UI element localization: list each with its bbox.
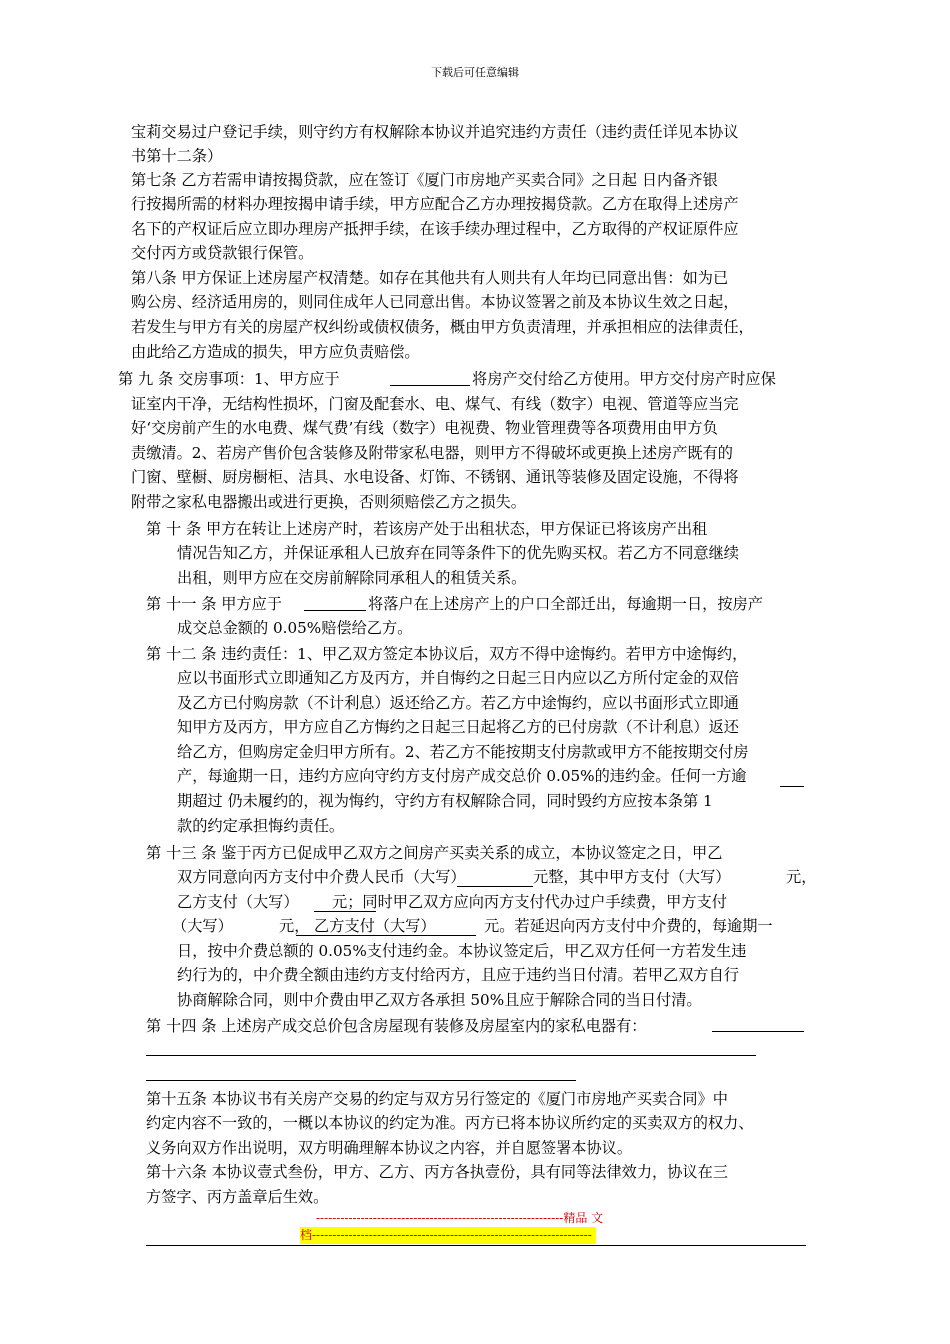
- text-line: （大写）: [172, 917, 233, 935]
- text-line: 购公房、经济适用房的，则同住成年人已同意出售。本协议签署之前及本协议生效之日起，: [131, 293, 739, 311]
- text-line: 由此给乙方造成的损失，甲方应负责赔偿。: [131, 343, 420, 361]
- blank-underline: [304, 592, 366, 611]
- text-line: 行按揭所需的材料办理按揭申请手续，甲方应配合乙方办理按揭贷款。乙方在取得上述房产: [131, 195, 739, 213]
- text-line: 交付丙方或贷款银行保管。: [131, 244, 314, 262]
- blank-underline: [780, 786, 804, 787]
- watermark-line-1: -------------------------------------------------------------精品 文: [316, 1211, 604, 1225]
- article-7-line: 第七条 乙方若需申请按揭贷款，应在签订《厦门市房地产买卖合同》之日起 日内备齐银: [131, 171, 718, 189]
- article-14-line: 第 十四 条 上述房产成交总价包含房屋现有装修及房屋室内的家私电器有：: [146, 1017, 647, 1035]
- text-line: 双方同意向丙方支付中介费人民币（大写）: [177, 868, 466, 886]
- text-line: 协商解除合同，则中介费由甲乙双方各承担 50%且应于解除合同的当日付清。: [177, 991, 702, 1009]
- text-line: 元，: [786, 868, 817, 886]
- article-16-line: 第十六条 本协议壹式叁份，甲方、乙方、丙方各执壹份，具有同等法律效力，协议在三: [146, 1163, 728, 1181]
- footer-divider: [146, 1245, 806, 1246]
- article-13-line: 第 十三 条 鉴于丙方已促成甲乙双方之间房产买卖关系的成立，本协议签定之日，甲乙: [146, 844, 723, 862]
- text-line: 将房产交付给乙方使用。甲方交付房产时应保: [472, 370, 776, 388]
- article-10-line: 第 十 条 甲方在转让上述房产时，若该房产处于出租状态，甲方保证已将该房产出租: [146, 520, 708, 538]
- text-line: 出租，则甲方应在交房前解除同承租人的租赁关系。: [177, 569, 527, 587]
- text-line: 知甲方及丙方，甲方应自乙方悔约之日起三日起将乙方的已付房款（不计利息）返还: [177, 718, 739, 736]
- text-line: 期超过 仍未履约的，视为悔约，守约方有权解除合同，同时毁约方应按本条第 1: [177, 792, 713, 810]
- text-line: 门窗、壁橱、厨房橱柜、洁具、水电设备、灯饰、不锈钢、通讯等装修及固定设施，不得将: [131, 468, 739, 486]
- text-line: 产，每逾期一日，违约方应向守约方支付房产成交总价 0.05%的违约金。任何一方逾: [177, 767, 747, 785]
- text-line: 元，: [279, 917, 310, 935]
- text-line: 约定内容不一致的，一概以本协议的约定为准。丙方已将本协议所约定的买卖双方的权力、: [146, 1114, 754, 1132]
- article-11-line: 第 十一 条 甲方应于: [146, 595, 282, 613]
- text-line: 责缴清。2、若房产售价包含装修及附带家私电器，则甲方不得破坏或更换上述房产既有的: [131, 444, 733, 462]
- text-line: 乙方支付（大写）: [314, 917, 436, 935]
- text-line: 元。若延迟向丙方支付中介费的，每逾期一: [484, 917, 773, 935]
- article-9-line: 第 九 条 交房事项：1、甲方应于: [118, 370, 340, 388]
- text-line: 义务向双方作出说明，双方明确理解本协议之内容，并自愿签署本协议。: [146, 1139, 632, 1157]
- blank-underline: [712, 1031, 804, 1032]
- article-8-line: 第八条 甲方保证上述房屋产权清楚。如存在其他共有人则共有人年均已同意出售：如为已: [131, 269, 729, 287]
- text-line: 将落户在上述房产上的户口全部迁出，每逾期一日，按房产: [368, 595, 763, 613]
- text-line: 给乙方，但购房定金归甲方所有。2、若乙方不能按期支付房款或甲方不能按期交付房: [177, 743, 749, 761]
- text-line: 及乙方已付购房款（不计利息）返还给乙方。若乙方中途悔约，应以书面形式立即通: [177, 694, 739, 712]
- text-line: 成交总金额的 0.05%赔偿给乙方。: [177, 619, 413, 637]
- text-line: 宝莉交易过户登记手续，则守约方有权解除本协议并追究违约方责任（违约责任详见本协议: [131, 123, 739, 141]
- text-line: 元；同时甲乙双方应向丙方支付代办过户手续费，甲方支付: [332, 893, 727, 911]
- blank-underline: [457, 886, 533, 887]
- text-line: 好‘交房前产生的水电费、煤气费’有线（数字）电视费、物业管理费等各项费用由甲方负: [131, 419, 718, 437]
- text-line: 款的约定承担悔约责任。: [177, 817, 345, 835]
- blank-line: [146, 1055, 756, 1056]
- text-line: 应以书面形式立即通知乙方及丙方，并自悔约之日起三日内应以乙方所付定金的双倍: [177, 669, 739, 687]
- text-line: 元整，其中甲方支付（大写）: [533, 868, 731, 886]
- blank-underline: [390, 367, 470, 386]
- article-15-line: 第十五条 本协议书有关房产交易的约定与双方另行签定的《厦门市房地产买卖合同》中: [146, 1090, 728, 1108]
- text-line: 若发生与甲方有关的房屋产权纠纷或债权债务，概由甲方负责清理，并承担相应的法律责任，: [131, 318, 754, 336]
- article-12-line: 第 十二 条 违约责任：1、甲乙双方签定本协议后，双方不得中途悔约。若甲方中途悔约，: [146, 645, 748, 663]
- text-line: 名下的产权证后应立即办理房产抵押手续，在该手续办理过程中，乙方取得的产权证原件应: [131, 220, 739, 238]
- text-line: 乙方支付（大写）: [177, 893, 299, 911]
- blank-line: [146, 1080, 576, 1081]
- watermark-line-2: 档---------------------------------------------------------------------: [300, 1227, 596, 1244]
- text-line: 情况告知乙方，并保证承租人已放弃在同等条件下的优先购买权。若乙方不同意继续: [177, 544, 739, 562]
- text-line: 书第十二条）: [131, 147, 223, 165]
- text-line: 证室内干净，无结构性损坏，门窗及配套水、电、煤气、有线（数字）电视、管道等应当完: [131, 395, 739, 413]
- page-header: 下载后可任意编辑: [431, 66, 519, 79]
- text-line: 方签字、丙方盖章后生效。: [146, 1188, 329, 1206]
- text-line: 日，按中介费总额的 0.05%支付违约金。本协议签定后，甲乙双方任何一方若发生违: [177, 942, 747, 960]
- text-line: 附带之家私电器搬出或进行更换，否则须赔偿乙方之损失。: [131, 493, 526, 511]
- text-line: 约行为的，中介费全额由违约方支付给丙方，且应于违约当日付清。若甲乙双方自行: [177, 966, 739, 984]
